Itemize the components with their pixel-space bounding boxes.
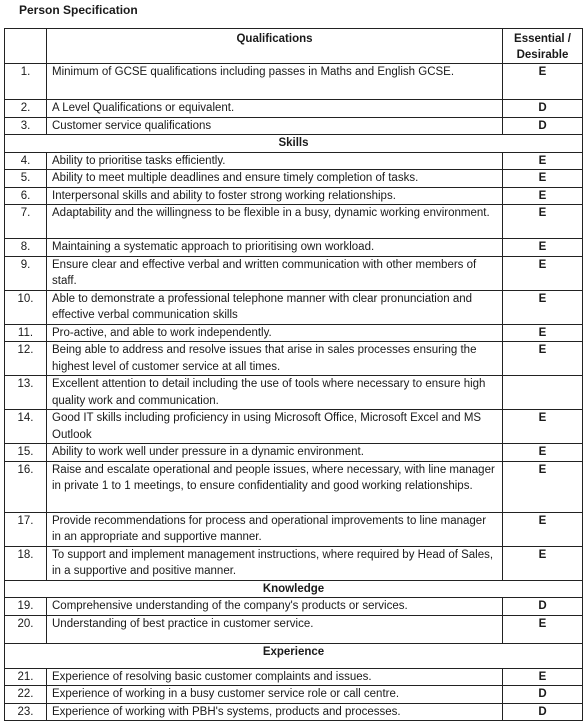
row-number: 13. bbox=[5, 376, 47, 410]
table-row bbox=[5, 410, 583, 444]
row-requirement: Experience of working with PBH's systems, products and processes. bbox=[47, 703, 503, 721]
row-number: 15. bbox=[5, 444, 47, 462]
row-number: 11. bbox=[5, 324, 47, 342]
table-row bbox=[5, 100, 583, 118]
row-essential-desirable: E bbox=[503, 205, 583, 239]
row-number: 14. bbox=[5, 410, 47, 444]
row-requirement: Able to demonstrate a professional telephone manner with clear pronunciation and effective verbal communication skills bbox=[47, 290, 503, 324]
page-title: Person Specification bbox=[19, 3, 138, 17]
table-row bbox=[5, 598, 583, 616]
row-requirement: Interpersonal skills and ability to foster strong working relationships. bbox=[47, 187, 503, 205]
row-requirement: Pro-active, and able to work independently. bbox=[47, 324, 503, 342]
row-essential-desirable: E bbox=[503, 256, 583, 290]
table-row bbox=[5, 444, 583, 462]
row-number: 9. bbox=[5, 256, 47, 290]
header-essential-desirable: Essential / Desirable bbox=[503, 29, 583, 64]
row-requirement: Maintaining a systematic approach to prioritising own workload. bbox=[47, 239, 503, 257]
row-essential-desirable: E bbox=[503, 444, 583, 462]
table-row bbox=[5, 512, 583, 546]
row-essential-desirable: E bbox=[503, 187, 583, 205]
table-row bbox=[5, 187, 583, 205]
row-requirement: To support and implement management instructions, where required by Head of Sales, in a supportive and positive manner. bbox=[47, 546, 503, 580]
row-requirement: Excellent attention to detail including the use of tools where necessary to ensure high quality work and communication. bbox=[47, 376, 503, 410]
table-row bbox=[5, 376, 583, 410]
row-number: 12. bbox=[5, 342, 47, 376]
table-row bbox=[5, 686, 583, 704]
row-requirement: Customer service qualifications bbox=[47, 117, 503, 135]
row-requirement: Adaptability and the willingness to be flexible in a busy, dynamic working environment. bbox=[47, 205, 503, 239]
table-row bbox=[5, 461, 583, 512]
row-requirement: Good IT skills including proficiency in using Microsoft Office, Microsoft Excel and MS Outlook bbox=[47, 410, 503, 444]
row-essential-desirable: E bbox=[503, 342, 583, 376]
row-essential-desirable: E bbox=[503, 668, 583, 686]
table-row bbox=[5, 152, 583, 170]
table-row bbox=[5, 703, 583, 721]
row-essential-desirable: E bbox=[503, 239, 583, 257]
row-essential-desirable: E bbox=[503, 546, 583, 580]
row-essential-desirable: D bbox=[503, 117, 583, 135]
row-essential-desirable: E bbox=[503, 324, 583, 342]
section-title: Skills bbox=[5, 135, 583, 153]
row-number: 16. bbox=[5, 461, 47, 512]
header-number-cell bbox=[5, 29, 47, 64]
row-essential-desirable: D bbox=[503, 598, 583, 616]
row-number: 19. bbox=[5, 598, 47, 616]
row-number: 4. bbox=[5, 152, 47, 170]
row-essential-desirable bbox=[503, 376, 583, 410]
table-row bbox=[5, 256, 583, 290]
row-number: 17. bbox=[5, 512, 47, 546]
section-header-row bbox=[5, 580, 583, 598]
row-essential-desirable: E bbox=[503, 615, 583, 643]
row-essential-desirable: E bbox=[503, 290, 583, 324]
row-number: 23. bbox=[5, 703, 47, 721]
table-row bbox=[5, 239, 583, 257]
table-row bbox=[5, 205, 583, 239]
row-number: 6. bbox=[5, 187, 47, 205]
table-header-row bbox=[5, 29, 583, 64]
row-requirement: Raise and escalate operational and people issues, where necessary, with line manager in private 1 to 1 meetings, to ensure confidentiality and good working relationships. bbox=[47, 461, 503, 512]
header-qualifications: Qualifications bbox=[47, 29, 503, 64]
row-requirement: Comprehensive understanding of the company's products or services. bbox=[47, 598, 503, 616]
row-number: 8. bbox=[5, 239, 47, 257]
table-row bbox=[5, 64, 583, 100]
row-number: 2. bbox=[5, 100, 47, 118]
row-essential-desirable: E bbox=[503, 152, 583, 170]
row-essential-desirable: E bbox=[503, 170, 583, 188]
section-title: Experience bbox=[5, 643, 583, 668]
row-essential-desirable: E bbox=[503, 461, 583, 512]
row-number: 1. bbox=[5, 64, 47, 100]
table-row bbox=[5, 324, 583, 342]
row-essential-desirable: D bbox=[503, 703, 583, 721]
row-requirement: Experience of working in a busy customer service role or call centre. bbox=[47, 686, 503, 704]
row-requirement: Ability to work well under pressure in a dynamic environment. bbox=[47, 444, 503, 462]
table-row bbox=[5, 170, 583, 188]
row-requirement: Being able to address and resolve issues that arise in sales processes ensuring the highest level of customer service at all times. bbox=[47, 342, 503, 376]
table-row bbox=[5, 290, 583, 324]
section-header-row bbox=[5, 643, 583, 668]
row-requirement: Understanding of best practice in customer service. bbox=[47, 615, 503, 643]
row-essential-desirable: D bbox=[503, 100, 583, 118]
row-requirement: Experience of resolving basic customer complaints and issues. bbox=[47, 668, 503, 686]
row-essential-desirable: E bbox=[503, 410, 583, 444]
row-essential-desirable: E bbox=[503, 512, 583, 546]
table-row bbox=[5, 342, 583, 376]
row-number: 18. bbox=[5, 546, 47, 580]
row-requirement: Ability to meet multiple deadlines and ensure timely completion of tasks. bbox=[47, 170, 503, 188]
section-title: Knowledge bbox=[5, 580, 583, 598]
row-essential-desirable: E bbox=[503, 64, 583, 100]
table-row bbox=[5, 546, 583, 580]
row-requirement: Minimum of GCSE qualifications including passes in Maths and English GCSE. bbox=[47, 64, 503, 100]
row-number: 5. bbox=[5, 170, 47, 188]
row-requirement: Provide recommendations for process and operational improvements to line manager in an appropriate and supportive manner. bbox=[47, 512, 503, 546]
row-number: 10. bbox=[5, 290, 47, 324]
row-requirement: A Level Qualifications or equivalent. bbox=[47, 100, 503, 118]
table-row bbox=[5, 117, 583, 135]
person-specification-table bbox=[4, 28, 583, 721]
row-requirement: Ensure clear and effective verbal and written communication with other members of staff. bbox=[47, 256, 503, 290]
section-header-row bbox=[5, 135, 583, 153]
row-number: 20. bbox=[5, 615, 47, 643]
row-number: 3. bbox=[5, 117, 47, 135]
table-row bbox=[5, 615, 583, 643]
row-number: 21. bbox=[5, 668, 47, 686]
row-number: 22. bbox=[5, 686, 47, 704]
row-requirement: Ability to prioritise tasks efficiently. bbox=[47, 152, 503, 170]
row-number: 7. bbox=[5, 205, 47, 239]
table-row bbox=[5, 668, 583, 686]
row-essential-desirable: D bbox=[503, 686, 583, 704]
